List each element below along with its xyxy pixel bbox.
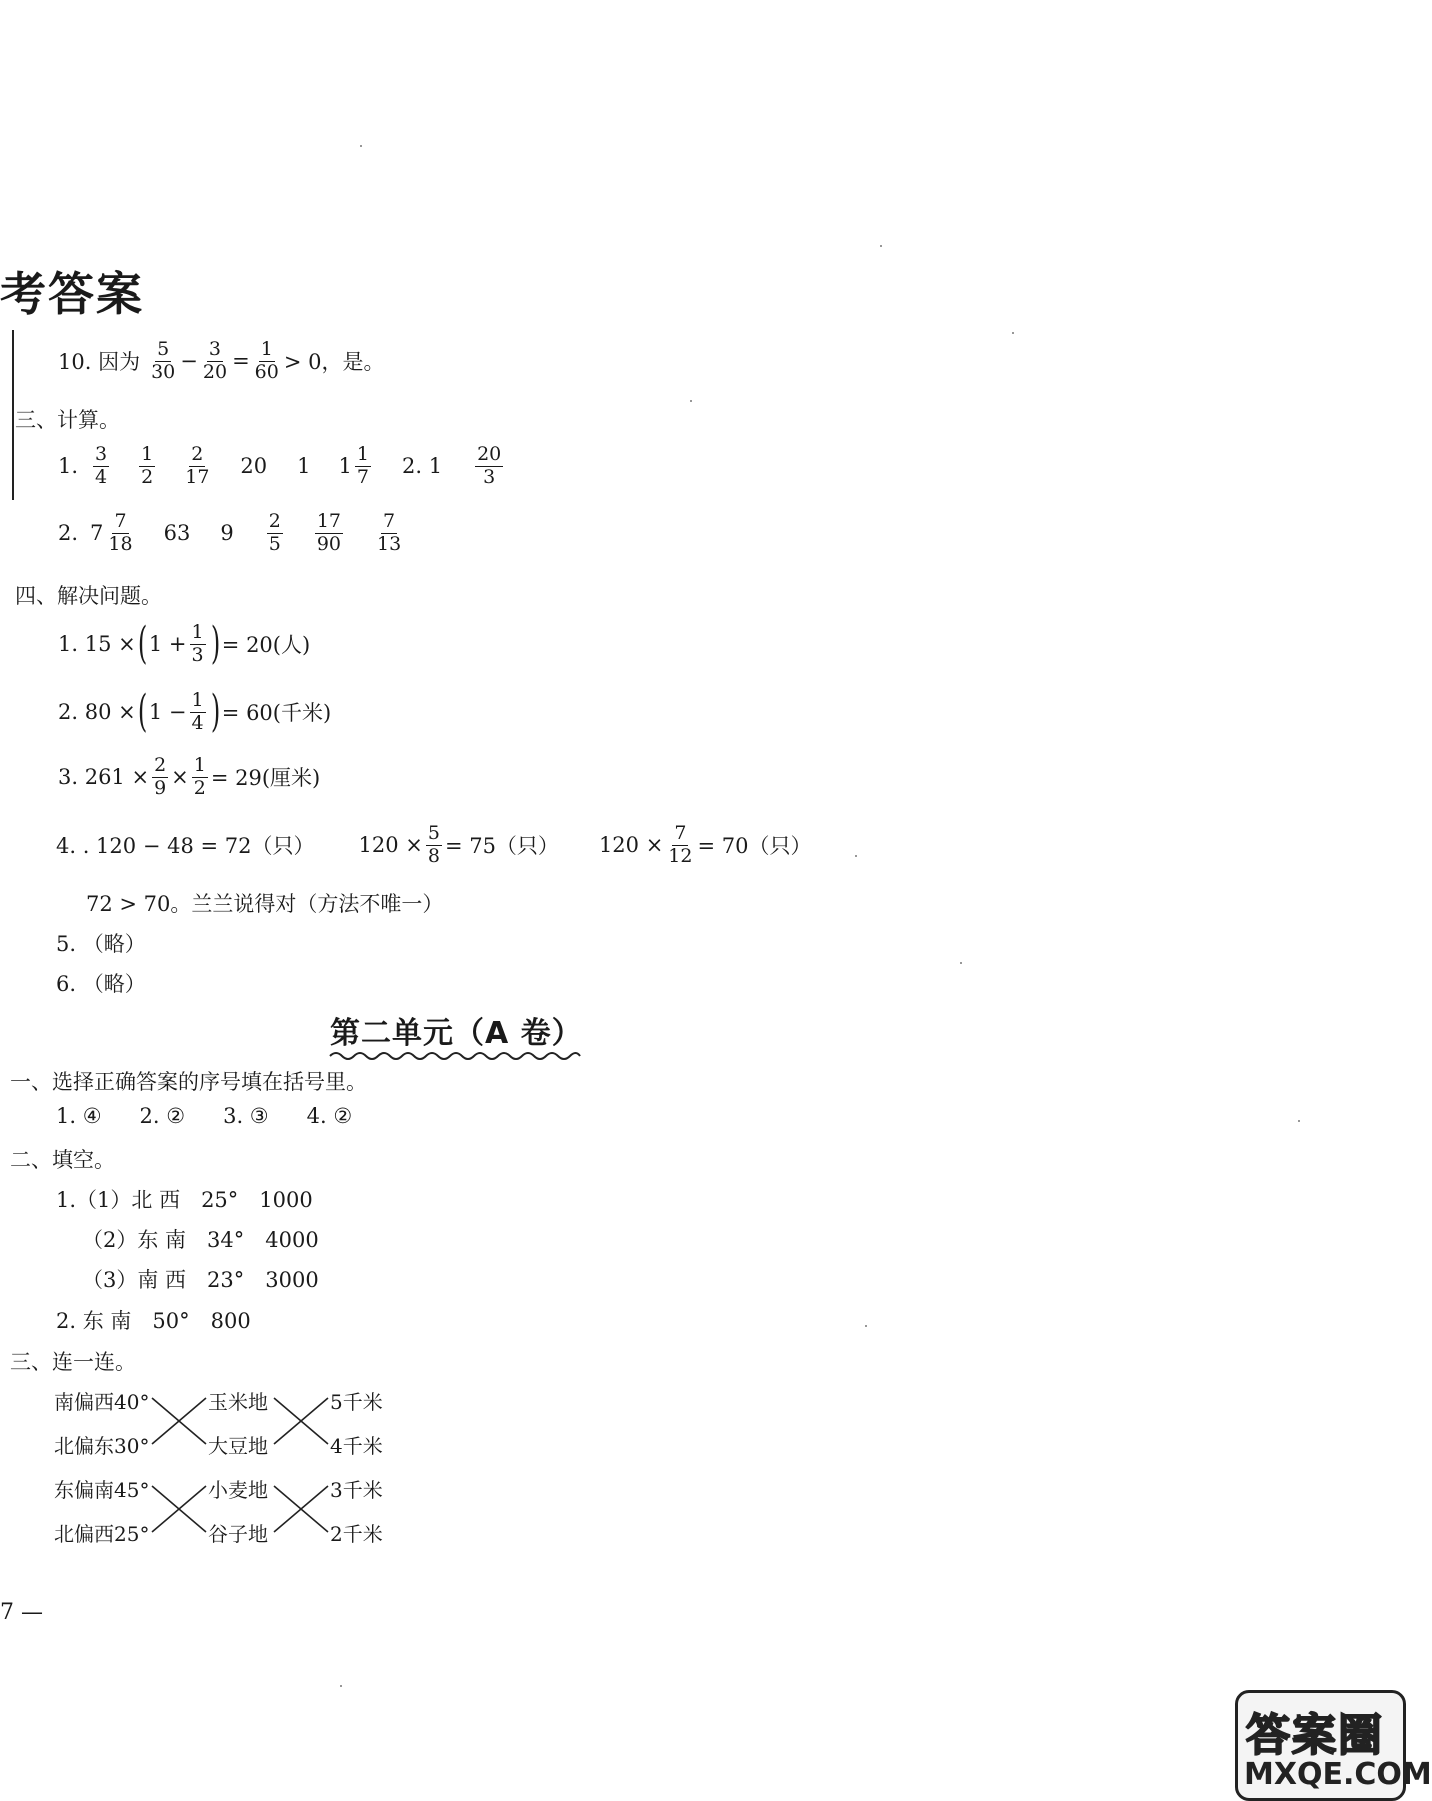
match-middle-label: 小麦地 (208, 1478, 268, 1502)
speck (690, 400, 692, 402)
problem-5: 5. （略） (56, 932, 146, 956)
choice-answers: 1. ④ 2. ② 3. ③ 4. ② (56, 1104, 353, 1128)
speck (340, 1685, 342, 1687)
problem-4-note: 72 > 70。兰兰说得对（方法不唯一） (86, 892, 444, 916)
fill-row: （2）东 南 34° 4000 (82, 1228, 319, 1252)
match-right-label: 3千米 (330, 1478, 383, 1502)
match-lines (0, 0, 420, 1560)
fraction: $\frac{1}{60}$ (254, 338, 279, 383)
match-left-label: 南偏西40° (54, 1390, 150, 1414)
match-right-label: 2千米 (330, 1522, 383, 1546)
problem-2: 2. 80 × ( 1 − $\frac{1}{4}$ ) = 60(千米) (58, 686, 332, 737)
fraction: $\frac{5}{30}$ (151, 338, 176, 383)
fill-row: 2. 东 南 50° 800 (56, 1309, 251, 1333)
section-heading-problems: 四、解决问题。 (15, 584, 162, 608)
watermark-logo (1235, 1690, 1432, 1801)
fill-row: （3）南 西 23° 3000 (82, 1268, 319, 1292)
page-number: 7 — (0, 1600, 43, 1625)
calc-row-2: 2. 7 $\frac{7}{18}$ 63 9 $\frac{2}{5}$ $\frac{17}{90}$ $\frac{7}{13}$ (58, 510, 402, 555)
match-left-label: 北偏东30° (54, 1434, 150, 1458)
fill-row: 1.（1）北 西 25° 1000 (56, 1188, 313, 1212)
section-heading-choice: 一、选择正确答案的序号填在括号里。 (10, 1070, 367, 1094)
problem-4: 4. . 120 − 48 = 72（只） 120 × $\frac{5}{8}$ = 75（只） 120 × $\frac{7}{12}$ = 70（只） (56, 822, 812, 867)
speck (855, 855, 857, 857)
page-heading: 考答案 (0, 267, 144, 321)
unit-title: 第二单元（A 卷） (330, 1016, 583, 1051)
match-middle-label: 谷子地 (208, 1522, 268, 1546)
match-left-label: 东偏南45° (54, 1478, 150, 1502)
speck (1298, 1120, 1300, 1122)
section-heading-match: 三、连一连。 (10, 1350, 136, 1374)
match-middle-label: 玉米地 (208, 1390, 268, 1414)
problem-3: 3. 261 × $\frac{2}{9}$ × $\frac{1}{2}$ = 29(厘米) (58, 754, 321, 799)
watermark-text: 答案圈 (1246, 1710, 1384, 1761)
speck (865, 1325, 867, 1327)
problem-1: 1. 15 × ( 1 + $\frac{1}{3}$ ) = 20(人) (58, 618, 311, 669)
calc-row-1: 1. $\frac{3}{4}$ $\frac{1}{2}$ $\frac{2}{17}$ 20 1 1 $\frac{1}{7}$ 2. 1 $\frac{20}{3}$ (58, 443, 502, 488)
fraction: $\frac{3}{20}$ (202, 338, 228, 383)
speck (960, 962, 962, 964)
match-right-label: 5千米 (330, 1390, 383, 1414)
item-10: 10. 因为 $\frac{5}{30}$ − $\frac{3}{20}$ = $\frac{1}{60}$ > 0，是。 (58, 338, 385, 383)
problem-6: 6. （略） (56, 972, 146, 996)
match-right-label: 4千米 (330, 1434, 383, 1458)
watermark-url: MXQE.COM (1244, 1757, 1432, 1792)
match-left-label: 北偏西25° (54, 1522, 150, 1546)
section-heading-calc: 三、计算。 (15, 408, 120, 432)
match-middle-label: 大豆地 (208, 1434, 268, 1458)
section-heading-fill: 二、填空。 (10, 1148, 115, 1172)
speck (880, 245, 882, 247)
speck (1012, 332, 1014, 334)
